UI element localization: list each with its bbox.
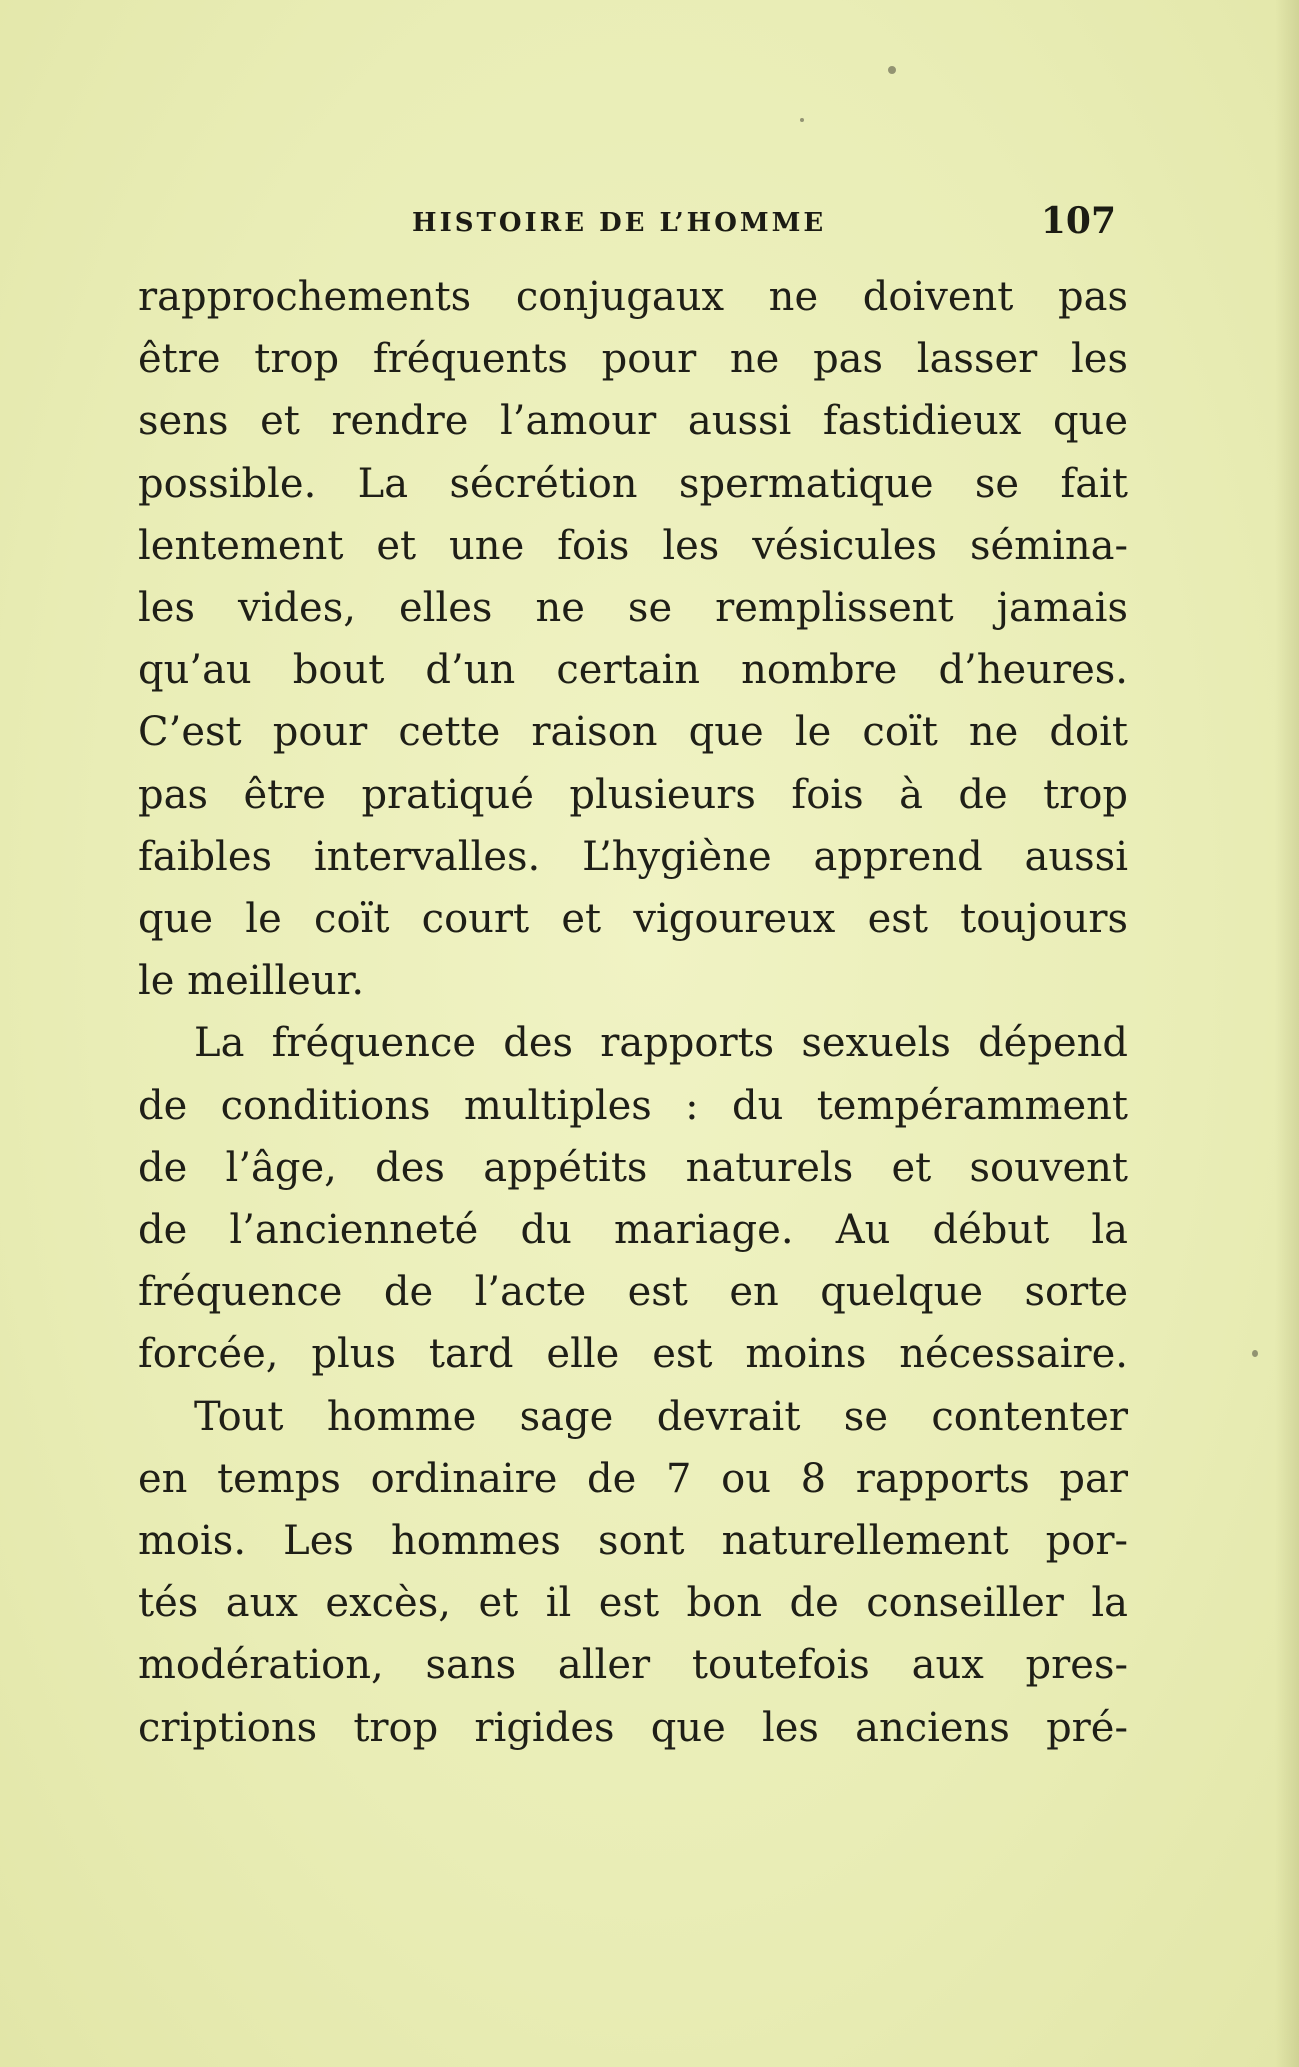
text-line: fréquence de l’acte est en quelque sorte [138,1269,1128,1316]
text-line: faibles intervalles. L’hygiène apprend aussi [138,833,1128,880]
text-line: Tout homme sage devrait se contenter [194,1393,1128,1440]
page-edge-shadow [1275,0,1299,2067]
text-line: que le coït court et vigoureux est toujours [138,896,1128,943]
text-line: criptions trop rigides que les anciens pré- [138,1704,1128,1751]
text-line: sens et rendre l’amour aussi fastidieux que [138,398,1128,445]
text-line: en temps ordinaire de 7 ou 8 rapports par [138,1455,1128,1502]
text-line: possible. La sécrétion spermatique se fait [138,460,1128,507]
paragraph [138,1386,1128,1759]
text-line: qu’au bout d’un certain nombre d’heures. [138,647,1128,694]
text-line: C’est pour cette raison que le coït ne doit [138,709,1128,756]
paper-speck [1252,1350,1258,1357]
page-header [140,200,1120,250]
text-line: être trop fréquents pour ne pas lasser les [138,336,1128,383]
body-text [138,266,1128,1759]
text-line: rapprochements conjugaux ne doivent pas [138,274,1128,320]
text-line: de l’âge, des appétits naturels et souvent [138,1144,1128,1191]
text-line: lentement et une fois les vésicules sémina- [138,522,1128,569]
text-line: forcée, plus tard elle est moins nécessaire. [138,1331,1128,1378]
paragraph [138,1012,1128,1385]
text-line: le meilleur. [138,958,365,1005]
text-line: La fréquence des rapports sexuels dépend [194,1020,1128,1067]
running-title: HISTOIRE DE L’HOMME [412,208,827,238]
text-line: tés aux excès, et il est bon de conseiller la [138,1580,1128,1627]
text-line: mois. Les hommes sont naturellement por- [138,1518,1128,1565]
text-line: de l’ancienneté du mariage. Au début la [138,1207,1128,1254]
paper-speck [888,66,896,74]
text-line: modération, sans aller toutefois aux pres- [138,1642,1128,1689]
text-line: pas être pratiqué plusieurs fois à de trop [138,771,1128,818]
page-number: 107 [1040,200,1116,242]
text-line: de conditions multiples : du tempéramment [138,1082,1128,1129]
text-line: les vides, elles ne se remplissent jamais [138,585,1128,632]
paper-speck [800,118,804,122]
paragraph [138,266,1128,1012]
